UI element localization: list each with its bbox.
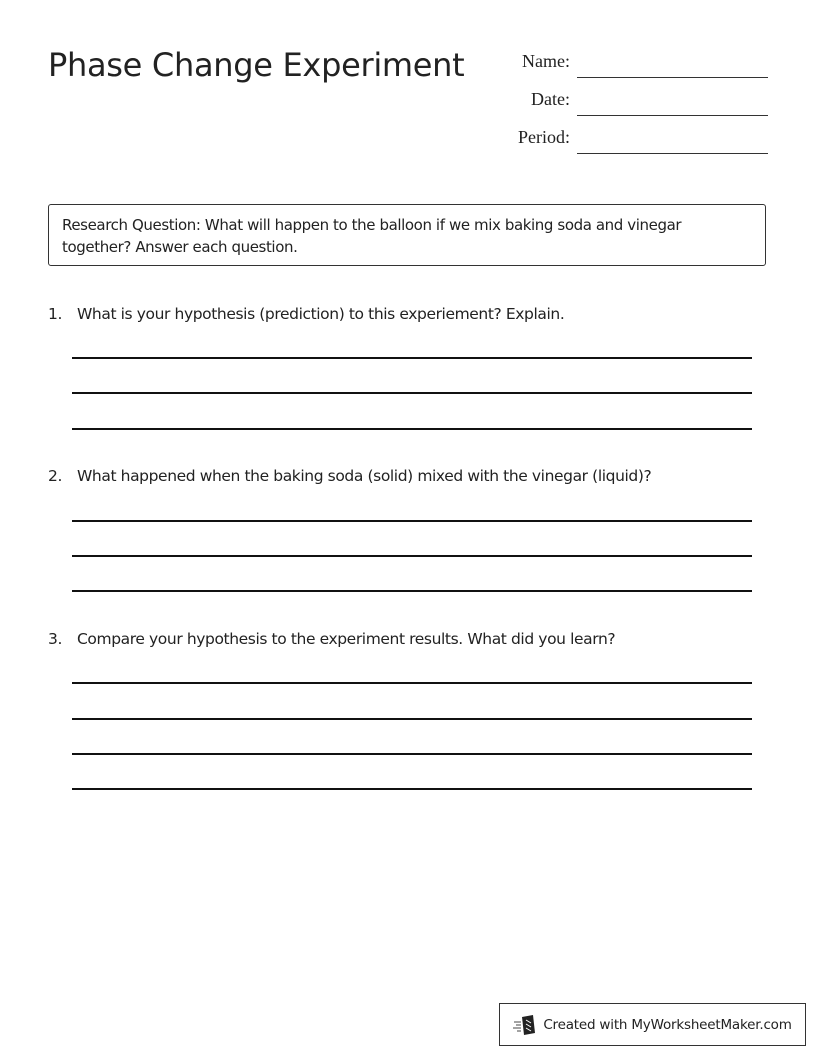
worksheet-logo-icon [513,1014,537,1036]
question-text: Compare your hypothesis to the experiment results. What did you learn? [77,630,616,648]
period-field [500,124,768,154]
answer-line[interactable] [72,788,752,790]
question-number: 1. [48,305,62,323]
answer-line[interactable] [72,753,752,755]
question-3 [48,630,615,648]
date-label: Date: [531,89,570,109]
research-question-box: Research Question: What will happen to the balloon if we mix baking soda and vinegar together? Answer each question. [48,204,766,266]
period-input-line[interactable] [577,131,768,154]
date-field [500,86,768,116]
name-input-line[interactable] [577,55,768,78]
worksheet-title: Phase Change Experiment [48,46,465,84]
name-field [500,48,768,78]
answer-line[interactable] [72,590,752,592]
answer-line[interactable] [72,392,752,394]
answer-line[interactable] [72,718,752,720]
question-number: 2. [48,467,62,485]
answer-line[interactable] [72,520,752,522]
answer-line[interactable] [72,357,752,359]
question-number: 3. [48,630,62,648]
question-text: What is your hypothesis (prediction) to this experiement? Explain. [77,305,565,323]
question-1 [48,305,564,323]
answer-line[interactable] [72,682,752,684]
question-2 [48,467,651,485]
answer-line[interactable] [72,555,752,557]
question-text: What happened when the baking soda (solid) mixed with the vinegar (liquid)? [77,467,652,485]
footer-text: Created with MyWorksheetMaker.com [543,1016,792,1033]
period-label: Period: [518,127,570,147]
answer-line[interactable] [72,428,752,430]
date-input-line[interactable] [577,93,768,116]
name-label: Name: [522,51,570,71]
footer-badge[interactable] [499,1003,806,1046]
